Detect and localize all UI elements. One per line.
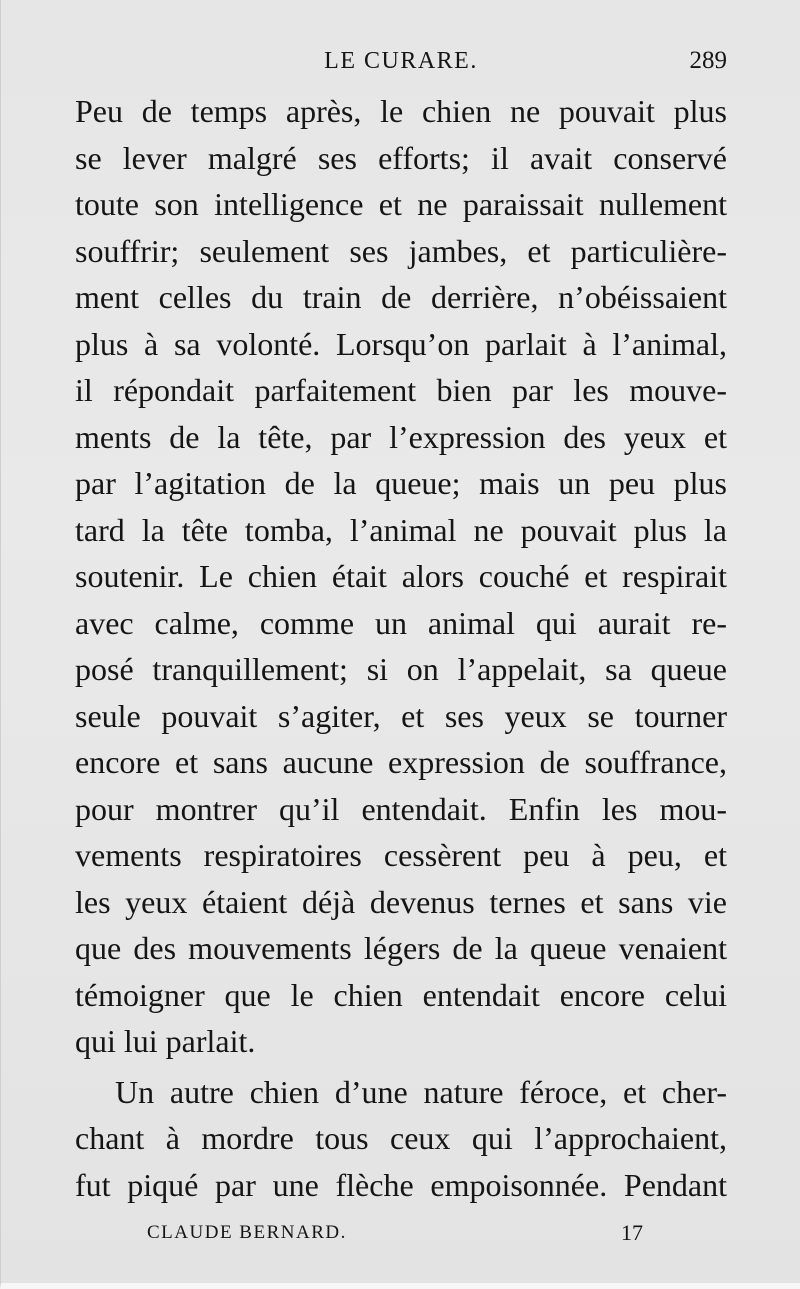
paragraph-2 [75, 1069, 727, 1209]
text-line: soutenir. Le chien était alors couché et respirait [75, 558, 727, 594]
paragraph-1 [75, 88, 727, 1065]
text-line: fut piqué par une flèche empoisonnée. Pendant [75, 1166, 727, 1203]
text-line: se lever malgré ses efforts; il avait conservé [75, 139, 727, 176]
text-line: toute son intelligence et ne paraissait nullement [75, 186, 727, 222]
text-line: Peu de temps après, le chien ne pouvait plus [75, 93, 727, 129]
text-line: chant à mordre tous ceux qui l’approchaient, [75, 1120, 727, 1156]
text-line: ments de la tête, par l’expression des yeux et [75, 418, 727, 455]
running-head [75, 46, 727, 76]
text-line: les yeux étaient déjà devenus ternes et sans vie [75, 883, 727, 920]
text-line: souffrir; seulement ses jambes, et particulière- [75, 232, 727, 269]
text-line: seule pouvait s’agiter, et ses yeux se tourner [75, 697, 727, 734]
text-line: il répondait parfaitement bien par les mouve- [75, 372, 727, 408]
text-line: encore et sans aucune expression de souffrance, [75, 744, 727, 780]
text-line: pour montrer qu’il entendait. Enfin les mou- [75, 790, 727, 827]
signature-line [147, 1218, 643, 1248]
text-line: que des mouvements légers de la queue venaient [75, 930, 727, 966]
printer-signature: CLAUDE BERNARD. [147, 1222, 347, 1243]
text-line: témoigner que le chien entendait encore celui [75, 976, 727, 1013]
page-number: 289 [689, 47, 727, 74]
text-line: vements respiratoires cessèrent peu à peu, et [75, 837, 727, 873]
text-line: avec calme, comme un animal qui aurait re- [75, 604, 727, 641]
text-line: qui lui parlait. [75, 1023, 256, 1059]
text-line: tard la tête tomba, l’animal ne pouvait plus la [75, 511, 727, 548]
running-head-title: LE CURARE. [324, 48, 478, 74]
text-line: ment celles du train de derrière, n’obéissaient [75, 279, 727, 315]
text-line: plus à sa volonté. Lorsqu’on parlait à l’animal, [75, 325, 727, 362]
text-line: Un autre chien d’une nature féroce, et cher- [115, 1073, 727, 1110]
text-line: posé tranquillement; si on l’appelait, sa queue [75, 651, 727, 687]
body-text [75, 88, 727, 1208]
sheet-signature-number: 17 [621, 1220, 643, 1245]
text-line: par l’agitation de la queue; mais un peu plus [75, 465, 727, 501]
